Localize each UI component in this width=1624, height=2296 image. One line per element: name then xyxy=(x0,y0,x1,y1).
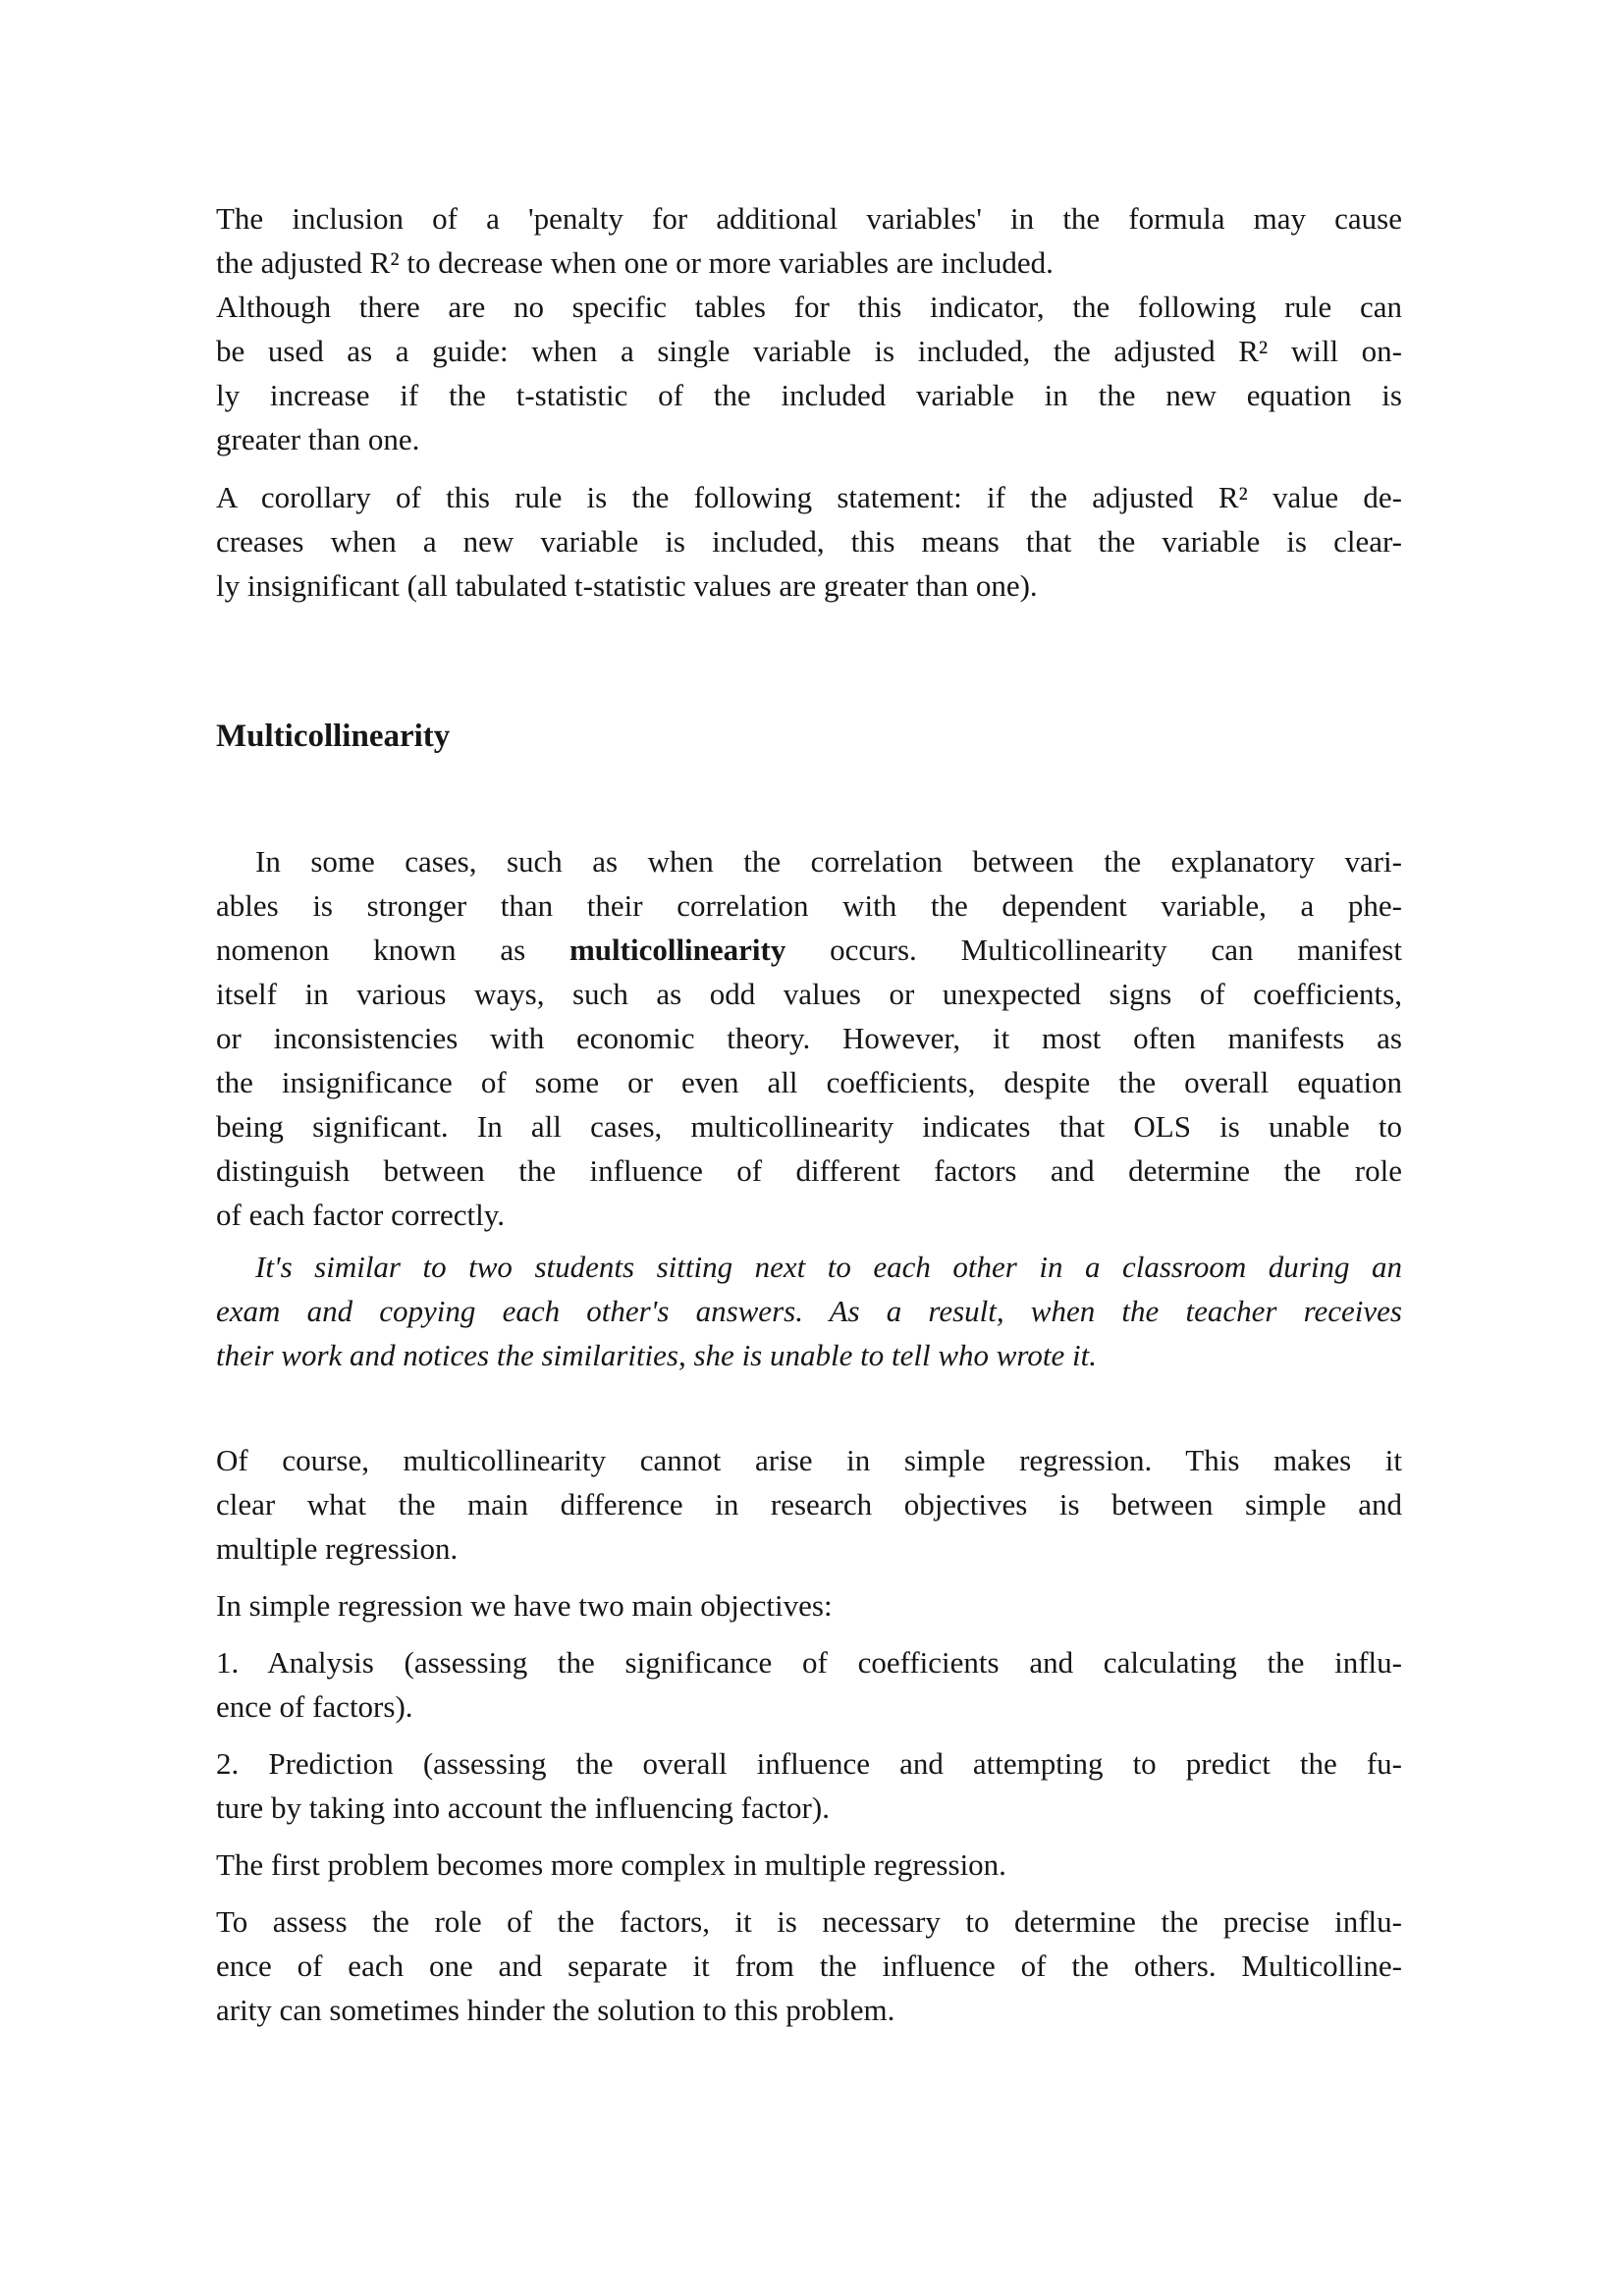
text-line: Of course, multicollinearity cannot arise in simple regression. This makes it xyxy=(216,1443,1402,1477)
text-line: ables is stronger than their correlation with the dependent variable, a phe- xyxy=(216,888,1402,923)
text-line: itself in various ways, such as odd values or unexpected signs of coefficients, xyxy=(216,977,1402,1011)
text-line: ly increase if the t-statistic of the included variable in the new equation is xyxy=(216,378,1402,412)
text-line: greater than one. xyxy=(216,422,420,456)
section-heading-multicollinearity: Multicollinearity xyxy=(216,719,451,754)
paragraph-corollary xyxy=(216,475,1402,608)
text-line: the adjusted R² to decrease when one or more variables are included. xyxy=(216,245,1054,280)
text-line: In some cases, such as when the correlation between the explanatory vari- xyxy=(255,844,1402,879)
paragraph-students-analogy xyxy=(216,1245,1402,1377)
text-line: being significant. In all cases, multicollinearity indicates that OLS is unable to xyxy=(216,1109,1402,1144)
bold-term-multicollinearity: multicollinearity xyxy=(568,933,786,967)
text-line: multiple regression. xyxy=(216,1531,459,1566)
text-line: In simple regression we have two main objectives: xyxy=(216,1588,833,1623)
text-line: Although there are no specific tables for this indicator, the following rule can xyxy=(216,290,1402,324)
text-line: the insignificance of some or even all coefficients, despite the overall equation xyxy=(216,1065,1402,1099)
text-line: be used as a guide: when a single variable is included, the adjusted R² will on- xyxy=(216,334,1402,368)
text-line: creases when a new variable is included, this means that the variable is clear- xyxy=(216,524,1402,559)
paragraph-objective-analysis xyxy=(216,1640,1402,1729)
text-segment: nomenon known as xyxy=(216,933,569,967)
text-line: A corollary of this rule is the following statement: if the adjusted R² value de- xyxy=(216,480,1402,514)
text-segment: occurs. Multicollinearity can manifest xyxy=(785,933,1402,967)
text-line: 1. Analysis (assessing the significance of coefficients and calculating the influ- xyxy=(216,1645,1402,1680)
text-line: ly insignificant (all tabulated t-statistic values are greater than one). xyxy=(216,568,1038,603)
text-line: The first problem becomes more complex in multiple regression. xyxy=(216,1847,1006,1882)
paragraph-objective-prediction xyxy=(216,1741,1402,1830)
text-line: arity can sometimes hinder the solution to this problem. xyxy=(216,1993,895,2027)
text-line: 2. Prediction (assessing the overall influence and attempting to predict the fu- xyxy=(216,1746,1402,1781)
text-line: exam and copying each other's answers. As a result, when the teacher receives xyxy=(216,1294,1402,1328)
text-line: or inconsistencies with economic theory. However, it most often manifests as xyxy=(216,1021,1402,1055)
text-line: clear what the main difference in research objectives is between simple and xyxy=(216,1487,1402,1522)
text-line: ture by taking into account the influencing factor). xyxy=(216,1790,830,1825)
paragraph-multicollinearity-definition xyxy=(216,839,1402,1237)
text-line: ence of each one and separate it from the influence of the others. Multicolline- xyxy=(216,1949,1402,1983)
text-column xyxy=(216,196,1402,2032)
paragraph-objectives-intro xyxy=(216,1583,1402,1628)
paragraph-penalty-rule xyxy=(216,196,1402,461)
text-line: distinguish between the influence of different factors and determine the role xyxy=(216,1153,1402,1188)
text-line: To assess the role of the factors, it is necessary to determine the precise influ- xyxy=(216,1904,1402,1939)
paragraph-first-problem xyxy=(216,1842,1402,1887)
text-line: ence of factors). xyxy=(216,1689,413,1724)
paragraph-simple-regression xyxy=(216,1438,1402,1571)
text-line: The inclusion of a 'penalty for additional variables' in the formula may cause xyxy=(216,201,1402,236)
paragraph-assess-role xyxy=(216,1899,1402,2032)
text-line xyxy=(216,928,1402,972)
text-line: their work and notices the similarities, she is unable to tell who wrote it. xyxy=(216,1338,1097,1372)
text-line: of each factor correctly. xyxy=(216,1198,506,1232)
text-line: It's similar to two students sitting next to each other in a classroom during an xyxy=(255,1250,1402,1284)
